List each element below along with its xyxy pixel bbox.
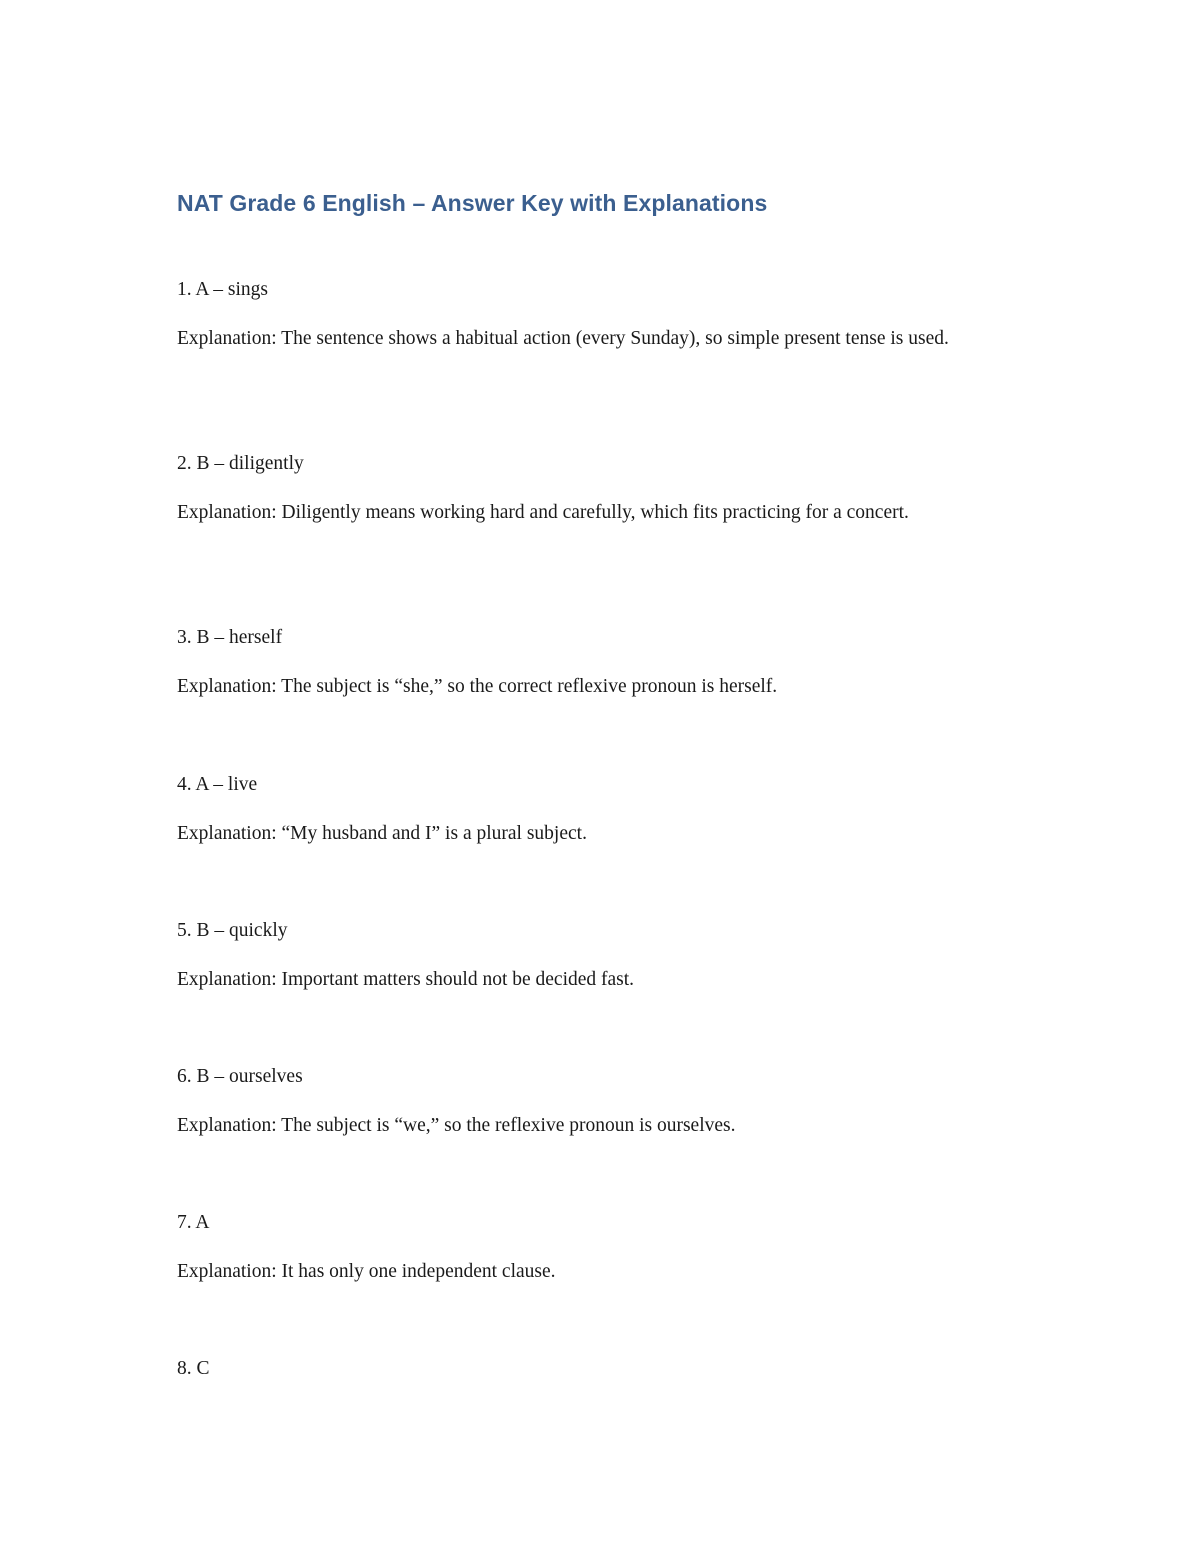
explanation-text: Explanation: The sentence shows a habitual action (every Sunday), so simple present tense is used.: [177, 328, 949, 349]
answer-item-4: [177, 771, 1027, 848]
answer-line: 5. B – quickly: [177, 920, 288, 941]
answer-line: 3. B – herself: [177, 627, 283, 648]
explanation-text: Explanation: Important matters should not be decided fast.: [177, 969, 635, 990]
answer-line: 1. A – sings: [177, 279, 269, 300]
explanation-text: Explanation: “My husband and I” is a plural subject.: [177, 823, 587, 844]
document-title: NAT Grade 6 English – Answer Key with Explanations: [177, 190, 768, 216]
answer-line: 2. B – diligently: [177, 453, 304, 474]
answer-item-3: [177, 624, 1027, 701]
answer-item-5: [177, 917, 1027, 994]
answer-line: 4. A – live: [177, 774, 258, 795]
answer-item-8: [177, 1355, 1027, 1383]
answer-item-1: [177, 276, 1027, 353]
answer-item-7: [177, 1209, 1027, 1286]
explanation-text: Explanation: Diligently means working hard and carefully, which fits practicing for a concert.: [177, 502, 909, 523]
explanation-text: Explanation: It has only one independent clause.: [177, 1261, 556, 1282]
answer-line: 6. B – ourselves: [177, 1066, 303, 1087]
explanation-text: Explanation: The subject is “she,” so the correct reflexive pronoun is herself.: [177, 676, 778, 697]
answer-item-6: [177, 1063, 1027, 1140]
answer-line: 7. A: [177, 1212, 210, 1233]
answer-line: 8. C: [177, 1358, 210, 1379]
explanation-text: Explanation: The subject is “we,” so the reflexive pronoun is ourselves.: [177, 1115, 736, 1136]
answer-item-2: [177, 450, 1027, 527]
